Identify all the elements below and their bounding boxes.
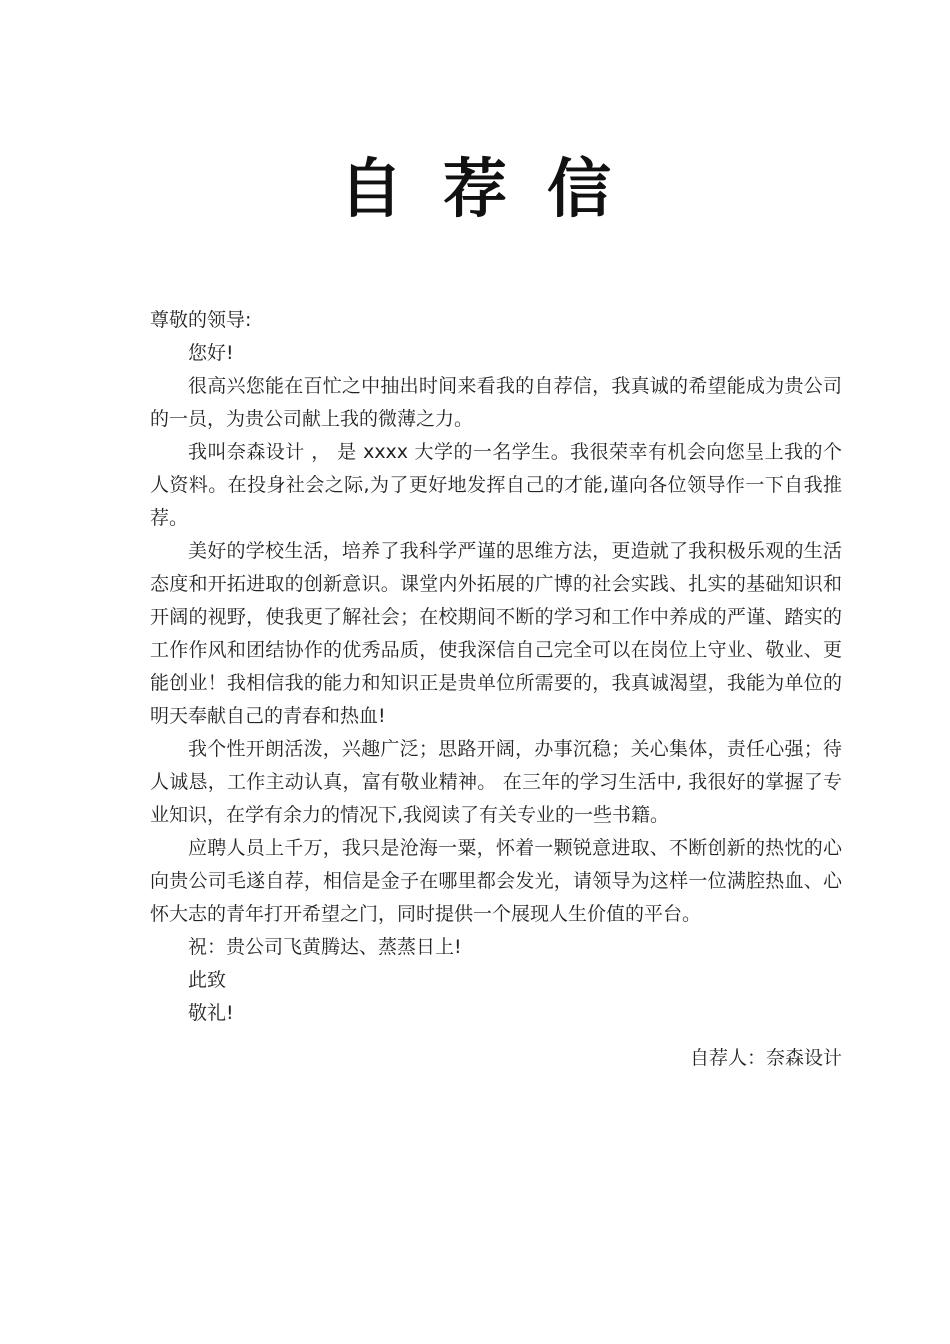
paragraph-self-introduction: 我叫奈森设计 ， 是 xxxx 大学的一名学生。我很荣幸有机会向您呈上我的个人资料。在投身社会之际,为了更好地发挥自己的才能,谨向各位领导作一下自我推荐。 <box>150 441 842 529</box>
closing-line-1: 此致 <box>188 969 227 991</box>
letter-body <box>150 304 842 1075</box>
salutation: 尊敬的领导: <box>150 309 252 331</box>
signature: 自荐人：奈森设计 <box>689 1047 842 1069</box>
closing-wish: 祝：贵公司飞黄腾达、蒸蒸日上! <box>188 936 462 958</box>
paragraph-application: 应聘人员上千万，我只是沧海一粟，怀着一颗锐意进取、不断创新的热忱的心向贵公司毛遂自荐，相信是金子在哪里都会发光，请领导为这样一位满腔热血、心怀大志的青年打开希望之门，同时提供一个展现人生价值的平台。 <box>150 837 842 925</box>
paragraph-personality: 我个性开朗活泼，兴趣广泛；思路开阔，办事沉稳；关心集体，责任心强；待人诚恳，工作主动认真，富有敬业精神。 在三年的学习生活中, 我很好的掌握了专业知识，在学有余力的情况下,我阅读了有关专业的一些书籍。 <box>150 738 842 826</box>
greeting: 您好! <box>188 342 234 364</box>
closing-line-2: 敬礼! <box>188 1002 234 1024</box>
page-title: 自荐信 <box>339 153 651 227</box>
paragraph-intro: 很高兴您能在百忙之中抽出时间来看我的自荐信，我真诚的希望能成为贵公司的一员，为贵公司献上我的微薄之力。 <box>150 375 842 430</box>
paragraph-school-life: 美好的学校生活，培养了我科学严谨的思维方法，更造就了我积极乐观的生活态度和开拓进取的创新意识。课堂内外拓展的广博的社会实践、扎实的基础知识和开阔的视野，使我更了解社会；在校期间不断的学习和工作中养成的严谨、踏实的工作作风和团结协作的优秀品质，使我深信自己完全可以在岗位上守业、敬业、更能创业！我相信我的能力和知识正是贵单位所需要的，我真诚渴望，我能为单位的明天奉献自己的青春和热血! <box>150 540 842 727</box>
